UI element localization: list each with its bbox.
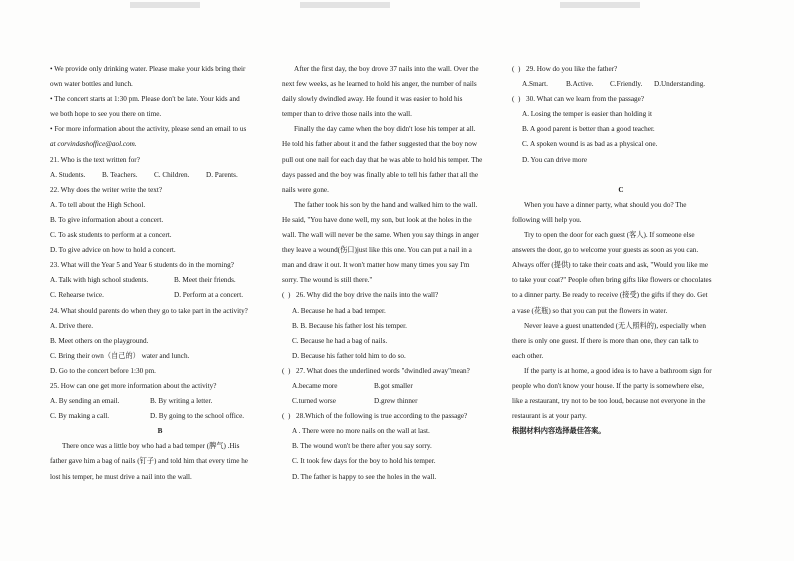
q27-options-ab xyxy=(282,379,500,394)
q30-option-c: C. A spoken wound is as bad as a physical one. xyxy=(522,140,658,149)
passage-b-line: pull out one nail for each day that he was able to hold his temper. The xyxy=(282,155,483,164)
instruction: 根据材料内容选择最佳答案。 xyxy=(512,427,606,436)
q22-option-b: B. To give information about a concert. xyxy=(50,215,164,224)
passage-b-line: man and draw it out. It won't matter how many times you say I'm xyxy=(282,261,470,270)
passage-c-line: like a restaurant, try not to be too loud, because not everyone in the xyxy=(512,397,706,406)
passage-b-line: daily slowly dwindled away. He found it was easier to hold his xyxy=(282,95,463,104)
q24-option-b: B. Meet others on the playground. xyxy=(50,336,149,345)
q29-option-c: C.Friendly. xyxy=(610,80,643,89)
q23-options-ab xyxy=(50,273,270,288)
passage-b-line: The father took his son by the hand and walked him to the wall. xyxy=(294,200,478,209)
passage-c-line: answers the door, go to welcome your guests as soon as you can. xyxy=(512,246,699,255)
passage-c-line: there is only one guest. If there is more than one, they can talk to xyxy=(512,336,699,345)
passage-c-line: each other. xyxy=(512,351,544,360)
q29-option-d: D.Understanding. xyxy=(654,80,706,89)
passage-c-line: to a dinner party. Be ready to receive (接受) the gifts if they do. Get xyxy=(512,291,708,300)
scan-mark xyxy=(130,2,200,8)
spacer xyxy=(512,168,730,183)
question-30: ( ) 30. What can we learn from the passage? xyxy=(512,92,730,107)
passage-b-line: He told his father about it and the father suggested that the boy now xyxy=(282,140,478,149)
q22-option-a: A. To tell about the High School. xyxy=(50,200,146,209)
q28-option-a: A . There were no more nails on the wall at last. xyxy=(292,427,430,436)
q26-option-a: A. Because he had a bad temper. xyxy=(292,306,386,315)
q27-options-cd xyxy=(282,394,500,409)
q26-option-d: D. Because his father told him to do so. xyxy=(292,351,406,360)
q29-options xyxy=(512,77,730,92)
q25-option-c: C. By making a call. xyxy=(50,412,110,421)
q22-option-d: D. To give advice on how to hold a concert. xyxy=(50,246,176,255)
question-28: ( ) 28.Which of the following is true according to the passage? xyxy=(282,409,500,424)
passage-b-line: There once was a little boy who had a bad temper (脾气) .His xyxy=(62,442,240,451)
q28-option-c: C. It took few days for the boy to hold his temper. xyxy=(292,457,436,466)
q25-option-d: D. By going to the school office. xyxy=(150,412,245,421)
scan-mark xyxy=(300,2,390,8)
question-27: ( ) 27. What does the underlined words "dwindled away"mean? xyxy=(282,364,500,379)
q27-option-a: A.became more xyxy=(292,381,338,390)
notice-line: • The concert starts at 1:30 pm. Please don't be late. Your kids and xyxy=(50,95,240,104)
passage-c-line: If the party is at home, a good idea is to have a bathroom sign for xyxy=(524,366,712,375)
passage-b-line: sorry. The wound is still there." xyxy=(282,276,373,285)
q27-option-d: D.grew thinner xyxy=(374,397,418,406)
notice-line: • For more information about the activity, please send an email to us xyxy=(50,125,247,134)
question-24: 24. What should parents do when they go to take part in the activity? xyxy=(50,306,248,315)
q25-options-cd xyxy=(50,409,270,424)
passage-c-line: following will help you. xyxy=(512,215,582,224)
passage-b-line: wall. The wall will never be the same. When you say things in anger xyxy=(282,231,479,240)
answer-blank: ( ) xyxy=(282,366,291,375)
notice-line: • We provide only drinking water. Please make your kids bring their xyxy=(50,65,246,73)
q27-option-c: C.turned worse xyxy=(292,397,336,406)
q29-option-b: B.Active. xyxy=(566,80,594,89)
notice-line: at corvindashoffice@aol.com. xyxy=(50,140,137,149)
q21-option-d: D. Parents. xyxy=(206,170,238,179)
q30-option-b: B. A good parent is better than a good teacher. xyxy=(522,125,655,134)
passage-c-line: Try to open the door for each guest (客人). If someone else xyxy=(524,231,695,240)
question-25: 25. How can one get more information about the activity? xyxy=(50,381,217,390)
q29-option-a: A.Smart. xyxy=(522,80,548,89)
scan-mark xyxy=(560,2,640,8)
q21-option-b: B. Teachers. xyxy=(102,170,138,179)
section-b-heading: B xyxy=(157,427,163,436)
q22-option-c: C. To ask students to perform at a concert. xyxy=(50,231,172,240)
q23-option-c: C. Rehearse twice. xyxy=(50,291,104,300)
q21-options xyxy=(50,168,270,183)
q25-option-b: B. By writing a letter. xyxy=(150,397,213,406)
question-26: ( ) 26. Why did the boy drive the nails into the wall? xyxy=(282,288,500,303)
q24-option-c: C. Bring their own（自己的） water and lunch. xyxy=(50,351,190,360)
answer-blank: ( ) xyxy=(282,291,291,300)
q23-option-d: D. Perform at a concert. xyxy=(174,291,244,300)
passage-b-line: days passed and the boy was finally able to tell his father that all the xyxy=(282,170,479,179)
q30-option-a: A. Losing the temper is easier than holding it xyxy=(522,110,652,119)
answer-blank: ( ) xyxy=(512,95,521,104)
q24-option-d: D. Go to the concert before 1:30 pm. xyxy=(50,366,156,375)
q21-option-a: A. Students. xyxy=(50,170,86,179)
passage-b-line: nails were gone. xyxy=(282,185,329,194)
passage-b-line: Finally the day came when the boy didn't lose his temper at all. xyxy=(294,125,476,134)
passage-b-line: father gave him a bag of nails (钉子) and told him that every time he xyxy=(50,457,248,466)
question-29: ( ) 29. How do you like the father? xyxy=(512,62,730,77)
question-22: 22. Why does the writer write the text? xyxy=(50,185,163,194)
passage-c-line: a vase (花瓶) so that you can put the flowers in water. xyxy=(512,306,668,315)
passage-b-line: temper than to drive those nails into the wall. xyxy=(282,110,412,119)
answer-blank: ( ) xyxy=(282,412,291,421)
column-left xyxy=(50,62,270,485)
q30-option-d: D. You can drive more xyxy=(522,155,588,164)
column-middle xyxy=(282,62,500,485)
q23-options-cd xyxy=(50,288,270,303)
q26-option-b: B. B. Because his father lost his temper. xyxy=(292,321,407,330)
passage-c-line: When you have a dinner party, what should you do? The xyxy=(524,200,687,209)
section-c-heading: C xyxy=(618,185,624,194)
q25-option-a: A. By sending an email. xyxy=(50,397,120,406)
q24-option-a: A. Drive there. xyxy=(50,321,94,330)
passage-b-line: After the first day, the boy drove 37 nails into the wall. Over the xyxy=(294,65,479,73)
q23-option-b: B. Meet their friends. xyxy=(174,276,236,285)
question-23: 23. What will the Year 5 and Year 6 students do in the morning? xyxy=(50,261,234,270)
notice-line: own water bottles and lunch. xyxy=(50,80,133,89)
q25-options-ab xyxy=(50,394,270,409)
passage-c-line: to take your coat?" People often bring gifts like flowers or chocolates xyxy=(512,276,712,285)
passage-b-line: next few weeks, as he learned to hold his anger, the number of nails xyxy=(282,80,477,89)
column-right xyxy=(512,62,730,439)
passage-c-line: Never leave a guest unattended (无人照料的), especially when xyxy=(524,321,707,330)
question-21: 21. Who is the text written for? xyxy=(50,155,140,164)
q21-option-c: C. Children. xyxy=(154,170,190,179)
q28-option-b: B. The wound won't be there after you say sorry. xyxy=(292,442,432,451)
answer-blank: ( ) xyxy=(512,65,521,73)
passage-b-line: they leave a wound(伤口)just like this one. You can put a nail in a xyxy=(282,246,472,255)
q28-option-d: D. The father is happy to see the holes in the wall. xyxy=(292,472,437,481)
passage-c-line: people who don't know your house. If the party is somewhere else, xyxy=(512,381,704,390)
q27-option-b: B.got smaller xyxy=(374,381,413,390)
passage-c-line: restaurant is at your party. xyxy=(512,412,587,421)
passage-b-line: He said, "You have done well, my son, but look at the holes in the xyxy=(282,215,472,224)
q26-option-c: C. Because he had a bag of nails. xyxy=(292,336,388,345)
passage-b-line: lost his temper, he must drive a nail into the wall. xyxy=(50,472,192,481)
q23-option-a: A. Talk with high school students. xyxy=(50,276,149,285)
passage-c-line: Always offer (提供) to take their coats and ask, "Would you like me xyxy=(512,261,709,270)
notice-line: we both hope to see you there on time. xyxy=(50,110,162,119)
